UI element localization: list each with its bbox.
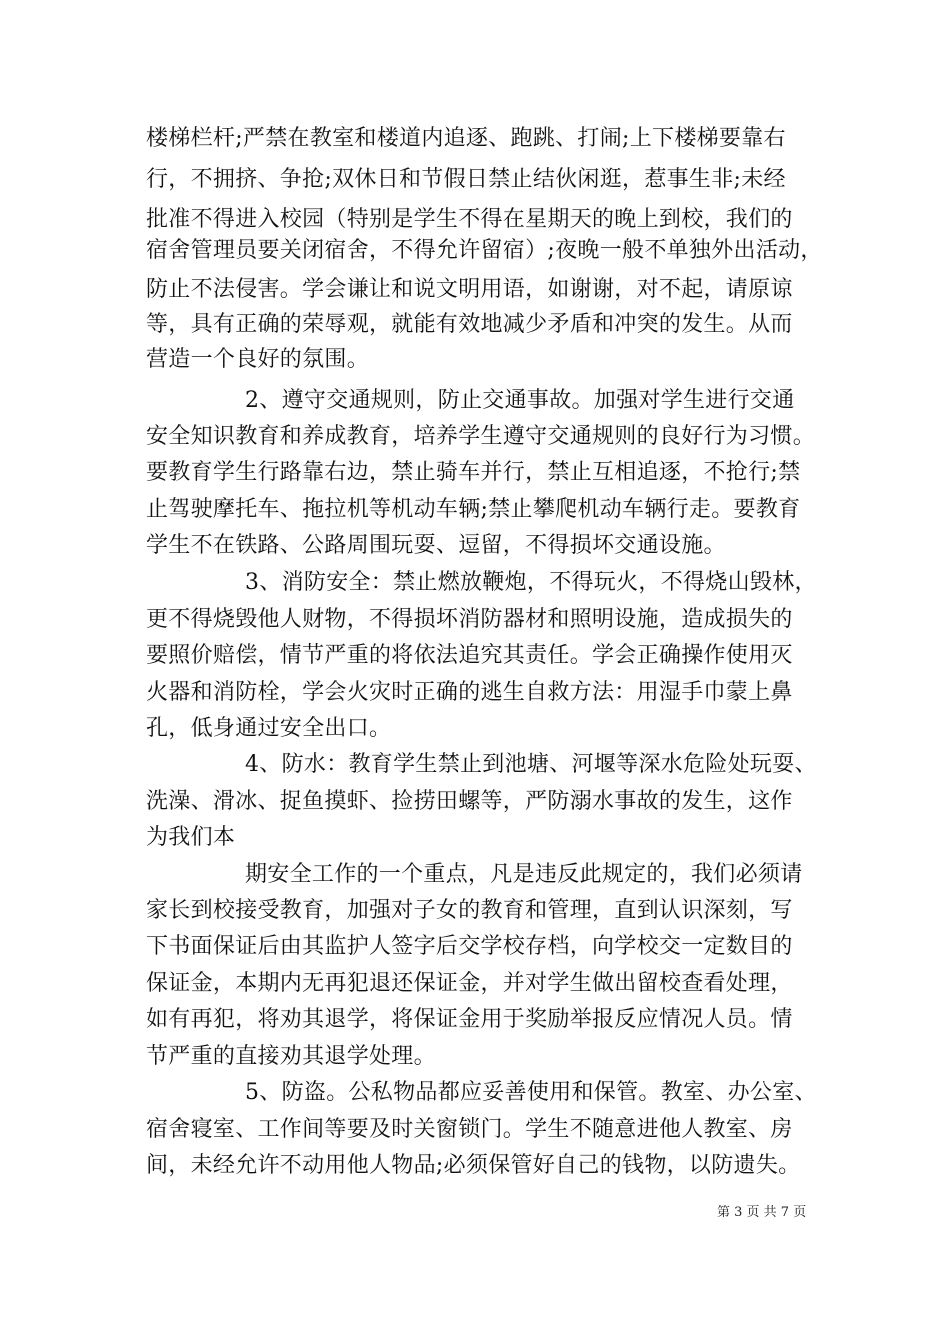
section-heading-traffic: 2、遵守交通规则，防止交通事故。加强对学生进行交通 [245, 388, 795, 413]
body-text-line: 宿舍寝室、工作间等要及时关窗锁门。学生不随意进他人教室、房 [146, 1117, 793, 1142]
section-heading-water: 4、防水：教育学生禁止到池塘、河堰等深水危险处玩耍、 [245, 752, 817, 777]
body-text-line: 更不得烧毁他人财物，不得损坏消防器材和照明设施，造成损失的 [146, 607, 793, 632]
body-text-line: 保证金，本期内无再犯退还保证金，并对学生做出留校查看处理， [146, 971, 793, 996]
body-text-line: 楼梯栏杆;严禁在教室和楼道内追逐、跑跳、打闹;上下楼梯要靠右 [146, 126, 786, 151]
body-text-line: 批准不得进入校园（特别是学生不得在星期天的晚上到校，我们的 [146, 207, 793, 232]
body-text-line: 宿舍管理员要关闭宿舍，不得允许留宿）;夜晚一般不单独外出活动， [146, 238, 823, 263]
body-text-line: 家长到校接受教育，加强对子女的教育和管理，直到认识深刻，写 [146, 898, 793, 923]
body-text-line: 学生不在铁路、公路周围玩耍、逗留，不得损坏交通设施。 [146, 533, 726, 558]
body-text-line: 为我们本 [146, 825, 236, 850]
body-text-line: 如有再犯，将劝其退学，将保证金用于奖励举报反应情况人员。情 [146, 1007, 793, 1032]
body-text-line: 安全知识教育和养成教育，培养学生遵守交通规则的良好行为习惯。 [146, 424, 816, 449]
section-heading-fire: 3、消防安全：禁止燃放鞭炮，不得玩火，不得烧山毁林， [245, 570, 817, 595]
body-text-line: 行，不拥挤、争抢;双休日和节假日禁止结伙闲逛，惹事生非;未经 [146, 167, 786, 192]
body-text-line: 孔，低身通过安全出口。 [146, 716, 392, 741]
body-text-line: 期安全工作的一个重点，凡是违反此规定的，我们必须请 [245, 862, 803, 887]
body-text-line: 下书面保证后由其监护人签字后交学校存档，向学校交一定数目的 [146, 934, 793, 959]
body-text-line: 止驾驶摩托车、拖拉机等机动车辆;禁止攀爬机动车辆行走。要教育 [146, 497, 801, 522]
body-text-line: 洗澡、滑冰、捉鱼摸虾、捡捞田螺等，严防溺水事故的发生，这作 [146, 789, 793, 814]
body-text-line: 等，具有正确的荣辱观，就能有效地减少矛盾和冲突的发生。从而 [146, 312, 793, 337]
body-text-line: 要照价赔偿，情节严重的将依法追究其责任。学会正确操作使用灭 [146, 643, 793, 668]
body-text-line: 间，未经允许不动用他人物品;必须保管好自己的钱物，以防遗失。 [146, 1153, 801, 1178]
body-text-line: 营造一个良好的氛围。 [146, 347, 370, 372]
body-text-line: 节严重的直接劝其退学处理。 [146, 1044, 436, 1069]
body-text-line: 要教育学生行路靠右边，禁止骑车并行，禁止互相追逐，不抢行;禁 [146, 460, 801, 485]
section-heading-theft: 5、防盗。公私物品都应妥善使用和保管。教室、办公室、 [245, 1080, 817, 1105]
body-text-line: 防止不法侵害。学会谦让和说文明用语，如谢谢，对不起，请原谅 [146, 277, 793, 302]
page-number-footer: 第 3 页 共 7 页 [717, 1205, 807, 1220]
body-text-line: 火器和消防栓，学会火灾时正确的逃生自救方法：用湿手巾蒙上鼻 [146, 680, 793, 705]
